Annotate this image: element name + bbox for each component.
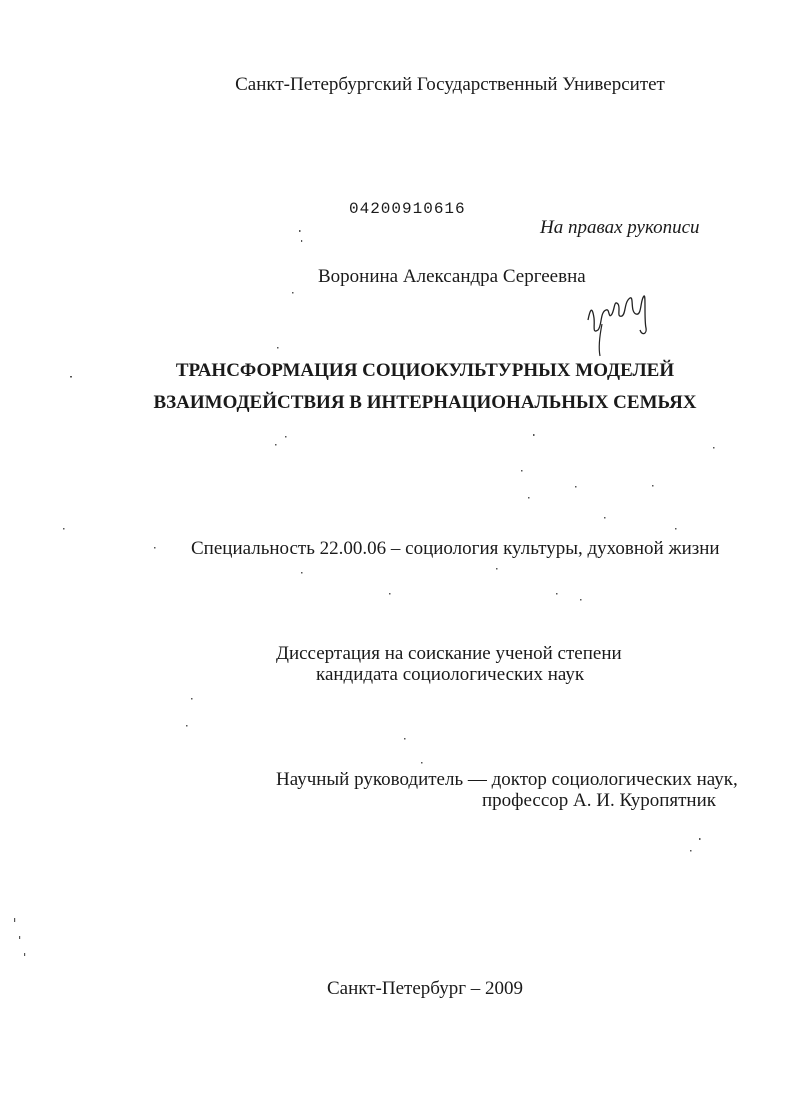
supervisor-line-2: профессор А. И. Куропятник <box>482 790 716 811</box>
specialty-line: Специальность 22.00.06 – социология культуры, духовной жизни <box>191 538 720 559</box>
dissertation-title-line-1: ТРАНСФОРМАЦИЯ СОЦИОКУЛЬТУРНЫХ МОДЕЛЕЙ <box>175 360 675 381</box>
manuscript-rights-note: На правах рукописи <box>540 217 700 238</box>
dissertation-title-line-2: ВЗАИМОДЕЙСТВИЯ В ИНТЕРНАЦИОНАЛЬНЫХ СЕМЬЯХ <box>153 392 697 413</box>
registration-code: 04200910616 <box>349 200 466 218</box>
author-name: Воронина Александра Сергеевна <box>318 266 586 287</box>
degree-statement-line-2: кандидата социологических наук <box>316 664 585 685</box>
degree-statement-line-1: Диссертация на соискание ученой степени <box>276 643 622 664</box>
city-year: Санкт-Петербург – 2009 <box>327 978 524 999</box>
handwritten-signature <box>580 290 660 360</box>
university-name: Санкт-Петербургский Государственный Университет <box>235 74 665 95</box>
supervisor-line-1: Научный руководитель — доктор социологических наук, <box>276 769 738 790</box>
